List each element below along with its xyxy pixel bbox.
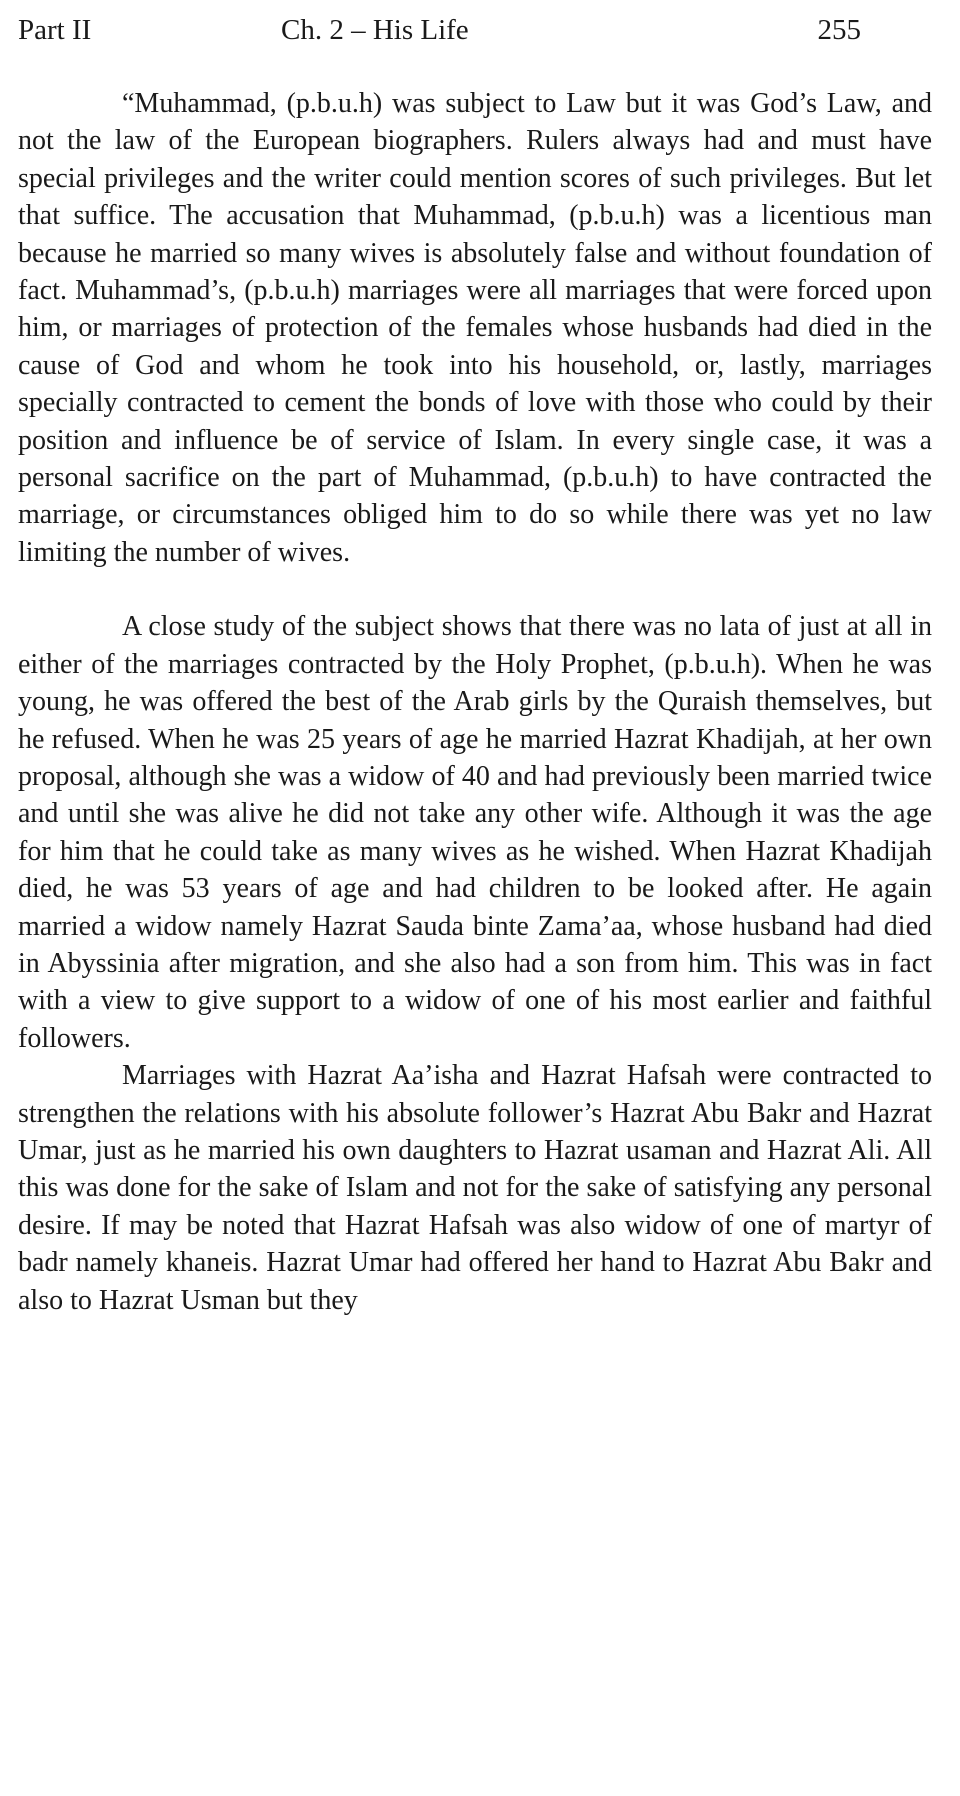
paragraph: “Muhammad, (p.b.u.h) was subject to Law but it was God’s Law, and not the law of the European biographers. Rulers always had and must have special privileges and the writer could mention scores of such privileges. But let that suffice. The accusation that Muhammad, (p.b.u.h) was a licentious man because he married so many wives is absolutely false and without foundation of fact. Muhammad’s, (p.b.u.h) marriages were all marriages that were forced upon him, or marriages of protection of the females whose husbands had died in the cause of God and whom he took into his household, or, lastly, marriages specially contracted to cement the bonds of love with those who could by their position and influence be of service of Islam. In every single case, it was a personal sacrifice on the part of Muhammad, (p.b.u.h) to have contracted the marriage, or circumstances obliged him to do so while there was yet no law limiting the number of wives. <box>18 88 932 568</box>
page-header <box>18 10 942 50</box>
body-text <box>18 85 932 1319</box>
paragraph: Marriages with Hazrat Aa’isha and Hazrat Hafsah were contracted to strengthen the relations with his absolute follower’s Hazrat Abu Bakr and Hazrat Umar, just as he married his own daughters to Hazrat usaman and Hazrat Ali. All this was done for the sake of Islam and not for the sake of satisfying any personal desire. If may be noted that Hazrat Hafsah was also widow of one of martyr of badr namely khaneis. Hazrat Umar had offered her hand to Hazrat Abu Bakr and also to Hazrat Usman but they <box>18 1060 932 1316</box>
page-number: 255 <box>817 14 861 46</box>
chapter-title: Ch. 2 – His Life <box>281 14 469 46</box>
part-label: Part II <box>18 14 92 46</box>
paragraph: A close study of the subject shows that there was no lata of just at all in either of the marriages contracted by the Holy Prophet, (p.b.u.h). When he was young, he was offered the best of the Arab girls by the Quraish themselves, but he refused. When he was 25 years of age he married Hazrat Khadijah, at her own proposal, although she was a widow of 40 and had previously been married twice and until she was alive he did not take any other wife. Although it was the age for him that he could take as many wives as he wished. When Hazrat Khadijah died, he was 53 years of age and had children to be looked after. He again married a widow namely Hazrat Sauda binte Zama’aa, whose husband had died in Abyssinia after migration, and she also had a son from him. This was in fact with a view to give support to a widow of one of his most earlier and faithful followers. <box>18 611 932 1054</box>
